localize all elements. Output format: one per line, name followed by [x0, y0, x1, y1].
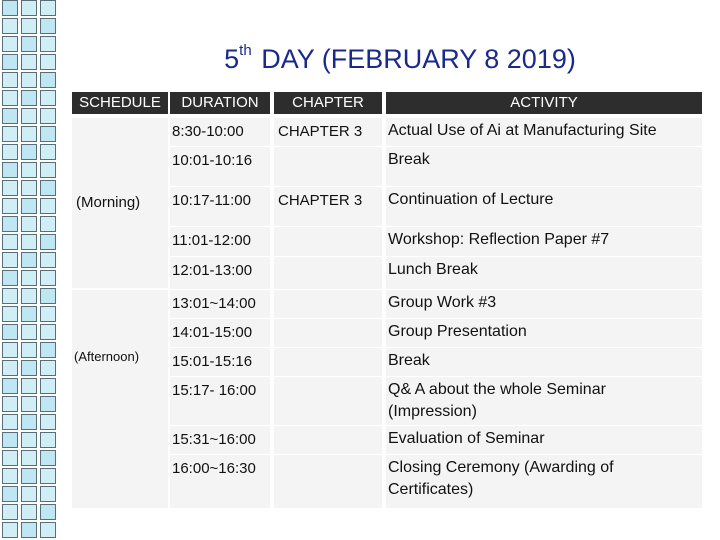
activity-cell: Group Work #3 [388, 294, 497, 311]
row-divider [274, 454, 382, 455]
duration-cell: 12:01-13:00 [172, 262, 253, 279]
grid-cell [40, 180, 56, 196]
grid-cell [2, 306, 18, 322]
row-divider [170, 376, 270, 377]
afternoon-block [72, 290, 168, 508]
grid-cell [40, 504, 56, 520]
grid-cell [2, 234, 18, 250]
grid-cell [40, 378, 56, 394]
grid-cell [40, 0, 56, 16]
row-divider [170, 425, 270, 426]
row-divider [386, 186, 702, 187]
row-divider [170, 454, 270, 455]
chapter-cell: CHAPTER 3 [278, 192, 363, 209]
duration-cell: 13:01~14:00 [172, 295, 256, 312]
activity-cell: Break [388, 151, 430, 168]
chapter-cell: CHAPTER 3 [278, 123, 363, 140]
grid-cell [21, 324, 37, 340]
grid-cell [40, 324, 56, 340]
activity-cell: Actual Use of Ai at Manufacturing Site [388, 122, 657, 139]
grid-cell [2, 396, 18, 412]
grid-cell [40, 522, 56, 538]
grid-cell [21, 144, 37, 160]
row-divider [386, 347, 702, 348]
grid-cell [40, 486, 56, 502]
grid-cell [2, 450, 18, 466]
grid-cell [21, 252, 37, 268]
activity-cell: Closing Ceremony (Awarding of Certificates) [388, 459, 614, 498]
grid-cell [2, 432, 18, 448]
row-divider [274, 376, 382, 377]
row-divider [170, 347, 270, 348]
grid-cell [21, 162, 37, 178]
row-divider [170, 289, 270, 290]
title-ordinal-suffix: th [239, 42, 252, 59]
row-divider [170, 256, 270, 257]
grid-cell [2, 468, 18, 484]
grid-cell [21, 90, 37, 106]
grid-cell [21, 360, 37, 376]
activity-cell: Evaluation of Seminar [388, 430, 545, 447]
grid-cell [21, 342, 37, 358]
grid-cell [40, 432, 56, 448]
grid-cell [21, 504, 37, 520]
grid-cell [2, 414, 18, 430]
grid-cell [40, 198, 56, 214]
duration-cell: 10:17-11:00 [172, 192, 251, 209]
grid-cell [40, 414, 56, 430]
grid-cell [40, 270, 56, 286]
grid-cell [40, 108, 56, 124]
row-divider [274, 425, 382, 426]
grid-cell [21, 522, 37, 538]
grid-cell [40, 144, 56, 160]
grid-cell [21, 450, 37, 466]
grid-cell [2, 252, 18, 268]
grid-cell [2, 0, 18, 16]
grid-cell [21, 432, 37, 448]
page-title [0, 44, 720, 75]
grid-cell [40, 216, 56, 232]
row-divider [170, 318, 270, 319]
activity-cell: Q& A about the whole Seminar (Impression) [388, 381, 606, 420]
grid-cell [21, 378, 37, 394]
header-activity: ACTIVITY [386, 92, 702, 114]
grid-cell [40, 252, 56, 268]
row-divider [274, 289, 382, 290]
row-divider [170, 226, 270, 227]
grid-cell [40, 450, 56, 466]
header-duration: DURATION [170, 92, 270, 114]
duration-column [170, 118, 270, 508]
grid-cell [21, 396, 37, 412]
duration-cell: 15:17- 16:00 [172, 382, 257, 399]
row-divider [274, 146, 382, 147]
activity-cell: Continuation of Lecture [388, 191, 554, 208]
row-divider [274, 256, 382, 257]
title-day-number: 5 [224, 44, 240, 74]
duration-cell: 11:01-12:00 [172, 232, 251, 249]
afternoon-label: (Afternoon) [74, 349, 140, 364]
grid-cell [2, 162, 18, 178]
duration-cell: 8:30-10:00 [172, 123, 244, 140]
grid-cell [21, 198, 37, 214]
grid-cell [21, 18, 37, 34]
grid-cell [2, 504, 18, 520]
grid-cell [21, 486, 37, 502]
grid-cell [21, 468, 37, 484]
grid-cell [40, 90, 56, 106]
grid-cell [2, 180, 18, 196]
activity-cell: Group Presentation [388, 323, 527, 340]
grid-cell [21, 0, 37, 16]
row-divider [386, 256, 702, 257]
activity-cell: Workshop: Reflection Paper #7 [388, 231, 610, 248]
grid-cell [21, 306, 37, 322]
grid-cell [21, 234, 37, 250]
decorative-grid [0, 0, 62, 540]
row-divider [386, 146, 702, 147]
grid-cell [2, 342, 18, 358]
grid-cell [40, 396, 56, 412]
grid-cell [40, 288, 56, 304]
row-divider [170, 186, 270, 187]
duration-cell: 16:00~16:30 [172, 460, 256, 477]
grid-cell [2, 90, 18, 106]
row-divider [274, 347, 382, 348]
grid-cell [21, 288, 37, 304]
grid-cell [2, 270, 18, 286]
grid-cell [2, 378, 18, 394]
grid-cell [40, 342, 56, 358]
grid-cell [2, 126, 18, 142]
grid-cell [2, 522, 18, 538]
grid-cell [21, 414, 37, 430]
grid-cell [2, 360, 18, 376]
row-divider [386, 318, 702, 319]
duration-cell: 15:01-15:16 [172, 353, 253, 370]
row-divider [386, 454, 702, 455]
grid-cell [2, 144, 18, 160]
row-divider [386, 425, 702, 426]
duration-cell: 10:01-10:16 [172, 152, 253, 169]
row-divider [170, 146, 270, 147]
header-schedule: SCHEDULE [72, 92, 168, 114]
chapter-column [274, 118, 382, 508]
activity-cell: Lunch Break [388, 261, 478, 278]
row-divider [274, 318, 382, 319]
grid-cell [21, 108, 37, 124]
row-divider [386, 226, 702, 227]
grid-cell [21, 270, 37, 286]
grid-cell [21, 180, 37, 196]
grid-cell [2, 324, 18, 340]
row-divider [274, 226, 382, 227]
grid-cell [40, 234, 56, 250]
grid-cell [2, 198, 18, 214]
grid-cell [2, 216, 18, 232]
title-text: DAY (FEBRUARY 8 2019) [261, 44, 576, 74]
grid-cell [40, 126, 56, 142]
grid-cell [2, 288, 18, 304]
duration-cell: 14:01-15:00 [172, 324, 253, 341]
morning-label: (Morning) [76, 194, 141, 211]
grid-cell [40, 306, 56, 322]
grid-cell [2, 18, 18, 34]
grid-cell [2, 108, 18, 124]
row-divider [386, 376, 702, 377]
row-divider [274, 186, 382, 187]
activity-cell: Break [388, 352, 430, 369]
header-chapter: CHAPTER [274, 92, 382, 114]
grid-cell [40, 360, 56, 376]
grid-cell [40, 18, 56, 34]
grid-cell [2, 486, 18, 502]
grid-cell [40, 468, 56, 484]
grid-cell [21, 216, 37, 232]
duration-cell: 15:31~16:00 [172, 431, 256, 448]
grid-cell [40, 162, 56, 178]
grid-cell [21, 126, 37, 142]
row-divider [386, 289, 702, 290]
